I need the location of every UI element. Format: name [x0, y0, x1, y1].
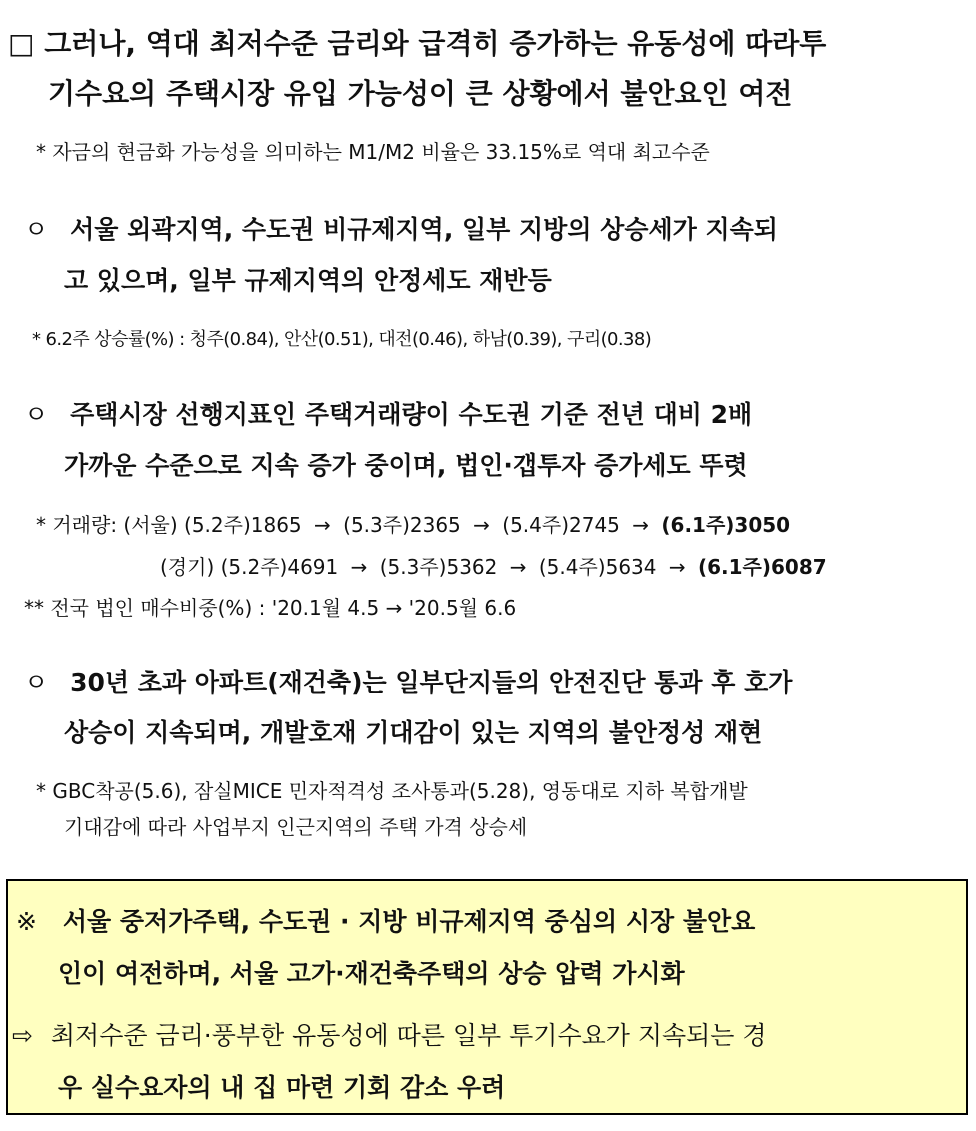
- gyeonggi-value-6-1: (6.1주)6087: [697, 555, 827, 579]
- section4-text-line2: 상승이 지속되며, 개발호재 기대감이 있는 지역의 불안정성 재현: [64, 718, 763, 747]
- section2-note-text: * 6.2주 상승률(%) : 청주(0.84), 안산(0.51), 대전(0.46), 하남(0.39), 구리(0.38): [32, 329, 652, 350]
- section3-note1: [36, 515, 790, 535]
- summary-text-line4: 우 실수요자의 내 집 마련 기회 감소 우려: [58, 1073, 506, 1102]
- summary-line3: [12, 1023, 767, 1048]
- section3-line1: [24, 402, 752, 427]
- seoul-value-6-1: (6.1주)3050: [661, 513, 791, 537]
- gyeonggi-value-5-2: (5.2주)4691: [220, 555, 339, 579]
- section2-text-line2: 고 있으며, 일부 규제지역의 안정세도 재반등: [64, 266, 552, 295]
- summary-text-line3: 최저수준 금리·풍부한 유동성에 따른 일부 투기수요가 지속되는 경: [50, 1021, 767, 1050]
- circle-bullet-icon: ㅇ: [24, 668, 49, 697]
- section4-note2: [64, 817, 527, 837]
- section3-note3: [24, 598, 516, 618]
- summary-line2: [58, 961, 685, 986]
- summary-line1: [16, 909, 755, 934]
- seoul-value-5-4: (5.4주)2745: [502, 513, 620, 537]
- seoul-value-5-3: (5.3주)2365: [343, 513, 461, 537]
- arrow-right-icon: →: [350, 555, 368, 579]
- circle-bullet-icon: ㅇ: [24, 400, 49, 429]
- section1-note-text: * 자금의 현금화 가능성을 의미하는 M1/M2 비율은 33.15%로 역대 최고수준: [36, 140, 710, 164]
- trade-volume-seoul-label: * 거래량: (서울): [36, 513, 178, 537]
- gyeonggi-value-5-3: (5.3주)5362: [379, 555, 498, 579]
- circle-bullet-icon: ㅇ: [24, 215, 49, 244]
- section4-note2-text: 기대감에 따라 사업부지 인근지역의 주택 가격 상승세: [64, 815, 528, 839]
- arrow-right-icon: →: [473, 513, 490, 537]
- section1-text-line2: 기수요의 주택시장 유입 가능성이 큰 상황에서 불안요인 여전: [48, 77, 793, 110]
- arrow-right-icon: →: [632, 513, 650, 537]
- section3-note2: [160, 557, 827, 577]
- section2-text-line1: 서울 외곽지역, 수도권 비규제지역, 일부 지방의 상승세가 지속되: [70, 215, 778, 244]
- section4-text-line1: 30년 초과 아파트(재건축)는 일부단지들의 안전진단 통과 후 호가: [70, 668, 793, 697]
- section2-line2: [64, 268, 552, 293]
- section4-line1: [24, 670, 792, 695]
- summary-text-line2: 인이 여전하며, 서울 고가·재건축주택의 상승 압력 가시화: [58, 959, 685, 988]
- section3-text-line2: 가까운 수준으로 지속 증가 중이며, 법인·갭투자 증가세도 뚜렷: [64, 451, 748, 480]
- arrow-right-icon: →: [509, 555, 527, 579]
- section1-line2: [48, 77, 793, 110]
- section2-note: [32, 331, 651, 349]
- reference-mark-icon: ※: [16, 907, 37, 936]
- arrow-right-icon: →: [314, 513, 331, 537]
- corporate-purchase-ratio-note: ** 전국 법인 매수비중(%) : '20.1월 4.5 → '20.5월 6.6: [24, 596, 517, 620]
- section1-line1: [8, 27, 827, 60]
- summary-text-line1: 서울 중저가주택, 수도권 · 지방 비규제지역 중심의 시장 불안요: [62, 907, 756, 936]
- square-bullet-icon: □: [8, 27, 35, 60]
- section3-line2: [64, 453, 748, 478]
- summary-box: [6, 879, 968, 1115]
- section3-text-line1: 주택시장 선행지표인 주택거래량이 수도권 기준 전년 대비 2배: [70, 400, 753, 429]
- summary-line4: [58, 1075, 505, 1100]
- section1-text-line1: 그러나, 역대 최저수준 금리와 급격히 증가하는 유동성에 따라투: [44, 27, 827, 60]
- seoul-value-5-2: (5.2주)1865: [184, 513, 302, 537]
- section4-note1-text: * GBC착공(5.6), 잠실MICE 민자적격성 조사통과(5.28), 영동대로 지하 복합개발: [36, 779, 748, 803]
- section4-note1: [36, 781, 748, 801]
- gyeonggi-value-5-4: (5.4주)5634: [538, 555, 657, 579]
- arrow-right-icon: →: [668, 555, 686, 579]
- arrow-conclusion-icon: ⇨: [12, 1021, 33, 1050]
- section2-line1: [24, 217, 778, 242]
- section1-note: [36, 142, 710, 162]
- trade-volume-gyeonggi-label: (경기): [160, 555, 215, 579]
- section4-line2: [64, 720, 762, 745]
